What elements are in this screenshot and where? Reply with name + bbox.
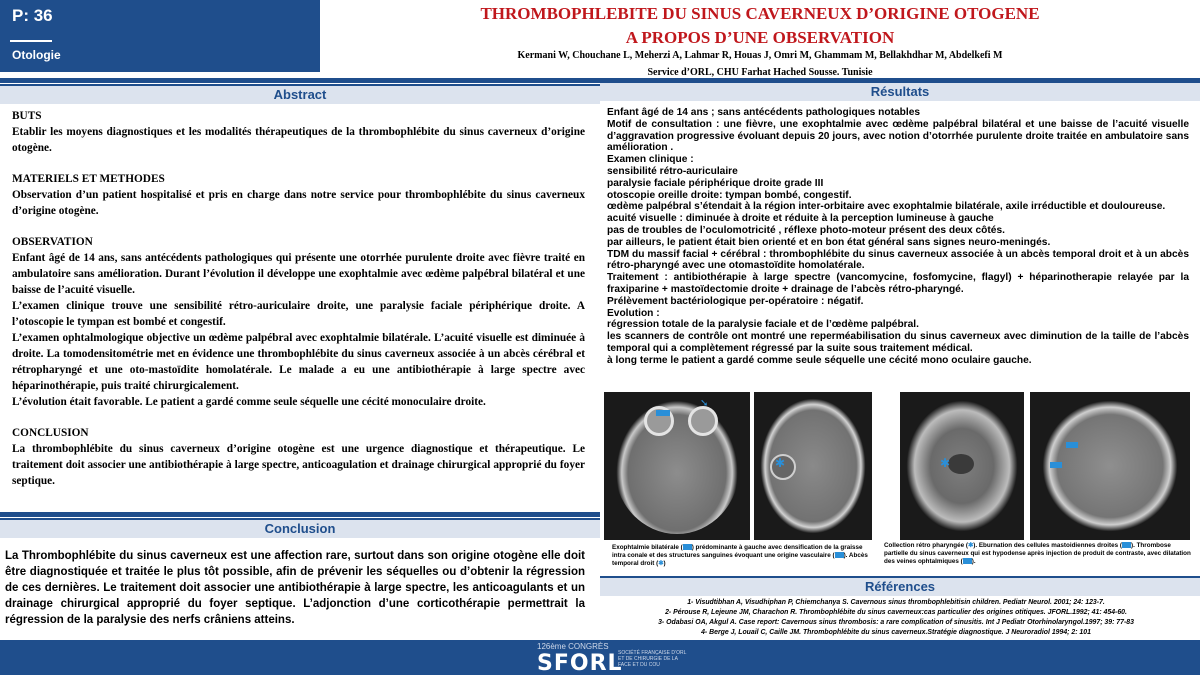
reference-item: 2- Pérouse R, Lejeune JM, Charachon R. Thrombophlébite du sinus caverneux:cas particulier des origines otitiques. JFORL.1992; 41: 454-60. <box>665 609 1127 616</box>
references-list <box>600 598 1192 638</box>
results-line: œdème palpébral s’étendait à la région inter-orbitaire avec exophtalmie bilatérale, axile irréductible et douloureuse. <box>607 201 1166 213</box>
results-line: à long terme le patient a gardé comme seule séquelle une cécité mono oculaire gauche. <box>607 354 1032 366</box>
ct-scan-retropharyngeal <box>900 392 1024 540</box>
arrow-marker-icon <box>1050 462 1062 468</box>
arrow-marker-icon <box>963 558 972 564</box>
results-line: TDM du massif facial + cérébral : thrombophlébite du sinus caverneux associée à un abcès temporal droit et à un abcès rétro-pharyngé avec une otomastoïdite homolatérale. <box>607 248 1189 272</box>
results-line: paralysie faciale périphérique droite grade III <box>607 177 824 189</box>
poster-number: P: 36 <box>12 6 53 25</box>
results-line: sensibilité rétro-auriculaire <box>607 165 738 177</box>
results-line: régression totale de la paralysie faciale et de l’œdème palpébral. <box>607 319 919 331</box>
conclusion-band <box>0 512 600 517</box>
buts-title: BUTS <box>12 110 42 122</box>
results-line: par ailleurs, le patient était bien orienté et en bon état général sans signes neuro-meningés. <box>607 236 1051 248</box>
sforl-logo: SFORL <box>537 651 623 676</box>
affiliation: Service d’ORL, CHU Farhat Hached Sousse. Tunisie <box>647 67 873 78</box>
results-line: Examen clinique : <box>607 154 694 166</box>
results-line: Prélèvement bactériologique per-opératoire : négatif. <box>607 295 864 307</box>
badge-divider <box>10 40 52 42</box>
observation-title: OBSERVATION <box>12 236 93 248</box>
results-line: Motif de consultation : une fièvre, une exophtalmie avec œdème palpébral bilatéral et une baisse de l’acuité visuelle d’aggravation progressive évoluant depuis 20 jours, avec notion d’otorrhée purulente droite traitée en ambulatoire sans amélioration . <box>607 118 1189 154</box>
observation-paragraph: Enfant âgé de 14 ans, sans antécédents pathologiques qui présente une otorrhée purulente droite avec fièvre traité en ambulatoire sans amélioration. Durant l’évolution il développe une exophtalmie avec œdème palpébral bilatéral et une baisse de l’acuité visuelle. <box>12 252 585 296</box>
congress-label: 126ème CONGRÈS <box>537 642 609 651</box>
observation-paragraph: L’examen clinique trouve une sensibilité rétro-auriculaire droite, une paralysie faciale périphérique droite. A l’otoscopie le tympan est bombé et congestif. <box>12 300 585 328</box>
arrow-marker-icon <box>1066 442 1078 448</box>
arrow-marker-icon <box>835 552 844 558</box>
arrow-marker-icon <box>683 544 692 550</box>
star-marker-icon: ✱ <box>775 456 786 470</box>
footer <box>0 640 1200 675</box>
ct-scan-temporal <box>754 392 872 540</box>
results-line: les scanners de contrôle ont montré une reperméabilisation du sinus caverneux avec diminution de la taille de l’abcès temporal qui a complètement régressé par la suite sous traitement médical. <box>607 331 1189 354</box>
results-line: otoscopie oreille droite: tympan bombé, congestif. <box>607 189 852 201</box>
specialty-label: Otologie <box>12 48 61 62</box>
figure-caption-right: Collection rétro pharyngée (✱). Eburnation des cellules mastoidiennes droites ( ). Thrombose partielle du sinus caverneux qui est hypodense après injection de produit de contraste, avec dilatation des veines ophtalmiques ( ). <box>884 542 1191 565</box>
society-name: SOCIÉTÉ FRANÇAISE D’ORL ET DE CHIRURGIE DE LA FACE ET DU COU <box>618 650 687 668</box>
conclusion-title: CONCLUSION <box>12 427 89 439</box>
poster-title-line2: A PROPOS D’UNE OBSERVATION <box>625 28 895 47</box>
reference-item: 3- Odabasi OA, Akgul A. Case report: Cavernous sinus thrombosis: a rare complication of sinusitis. Int J Pediatr Otorhinolaryngol.1997; 39: 77-83 <box>658 619 1134 626</box>
poster-badge <box>0 0 320 72</box>
results-body <box>607 107 1189 367</box>
ct-scan-orbits <box>604 392 750 540</box>
methods-text: Observation d’un patient hospitalisé et pris en charge dans notre service pour thrombophlébite du sinus caverneux d’origine otogène. <box>12 189 585 217</box>
authors: Kermani W, Chouchane L, Meherzi A, Lahmar R, Houas J, Omri M, Ghammam M, Bellakhdhar M, Abdelkefi M <box>517 50 1003 61</box>
reference-item: 4- Berge J, Louail C, Caille JM. Thrombophlébite du sinus caverneux.Stratégie diagnostique. J Neuroradiol 1994; 2: 101 <box>701 629 1091 636</box>
arrow-marker-icon <box>656 410 670 416</box>
poster-title-line1: THROMBOPHLEBITE DU SINUS CAVERNEUX D’ORIGINE OTOGENE <box>480 4 1040 23</box>
star-marker-icon: ✱ <box>940 456 951 470</box>
abstract-body <box>12 108 585 489</box>
observation-paragraph: L’évolution était favorable. Le patient a gardé comme seule séquelle une cécité monoculaire droite. <box>12 396 486 408</box>
star-marker-icon: ✱ <box>658 560 664 567</box>
arrow-marker-icon <box>1122 542 1131 548</box>
buts-text: Etablir les moyens diagnostiques et les modalités thérapeutiques de la thrombophlébite du sinus caverneux d’origine otogène. <box>12 126 585 154</box>
arrow-marker-icon: ➘ <box>700 398 709 409</box>
abstract-heading: Abstract <box>0 84 600 104</box>
conclusion-text: La thrombophlébite du sinus caverneux d’origine otogène est une urgence diagnostique et thérapeutique. Le traitement doit associer une antibiothérapie à large spectre, anticoagulation et drainage chirurgical approprié du foyer septique. <box>12 443 585 487</box>
reference-item: 1- Visudtibhan A, Visudhiphan P, Chiemchanya S. Cavernous sinus thrombophlebitisin children. Pediatr Neurol. 2001; 24: 123-7. <box>687 599 1105 606</box>
results-heading: Résultats <box>600 81 1200 101</box>
results-line: acuité visuelle : diminuée à droite et réduite à la perception lumineuse à gauche <box>607 213 994 225</box>
results-line: Traitement : antibiothérapie à large spectre (vancomycine, fosfomycine, flagyl) + héparinotherapie relayée par la fraxiparine + mastoïdectomie droite + drainage de l’abcès rétro-pharyngé. <box>607 272 1189 295</box>
references-heading: Références <box>600 576 1200 596</box>
ct-scan-cavernous-sinus <box>1030 392 1190 540</box>
conclusion-body: La Thrombophlébite du sinus caverneux est une affection rare, surtout dans son origine otogène elle doit être diagnostiquée et traitée le plus tôt possible, afin de prévenir les séquelles ou d’obtenir la régression de ces dernières. Le traitement doit associer une antibiothérapie à large spectre, les anticoagulants et un drainage chirurgical approprié du foyer septique. L’adjonction d’une corticothérapie permettrait la régression de la paralysie des nerfs crâniens atteins. <box>5 550 585 626</box>
results-line: Evolution : <box>607 307 660 319</box>
figure-caption-left: Exophtalmie bilatérale ( ) prédominante à gauche avec densification de la graisse intra conale et des structures sanguines évoquant une origine vasculaire ( ). Abcès temporal droit (✱) <box>612 544 868 567</box>
conclusion-heading: Conclusion <box>0 518 600 538</box>
star-marker-icon: ✱ <box>967 542 974 549</box>
results-line: Enfant âgé de 14 ans ; sans antécédents pathologiques notables <box>607 107 921 118</box>
observation-paragraph: L’examen ophtalmologique objective un œdème palpébral avec exophtalmie bilatérale. L’acuité visuelle est diminuée à droite. La tomodensitométrie met en évidence une thrombophlébite du sinus caverneux associée à un abcès cérébral et rétropharyngé et une oto-mastoïdite homolatérale. Le malade a eu une antibiothérapie à large spectre avec héparinothérapie, puis traité chirurgicalement. <box>12 332 585 392</box>
results-line: pas de troubles de l’oculomotricité , réflexe photo-moteur présent des deux côtés. <box>607 224 1005 236</box>
methods-title: MATERIELS ET METHODES <box>12 173 165 185</box>
